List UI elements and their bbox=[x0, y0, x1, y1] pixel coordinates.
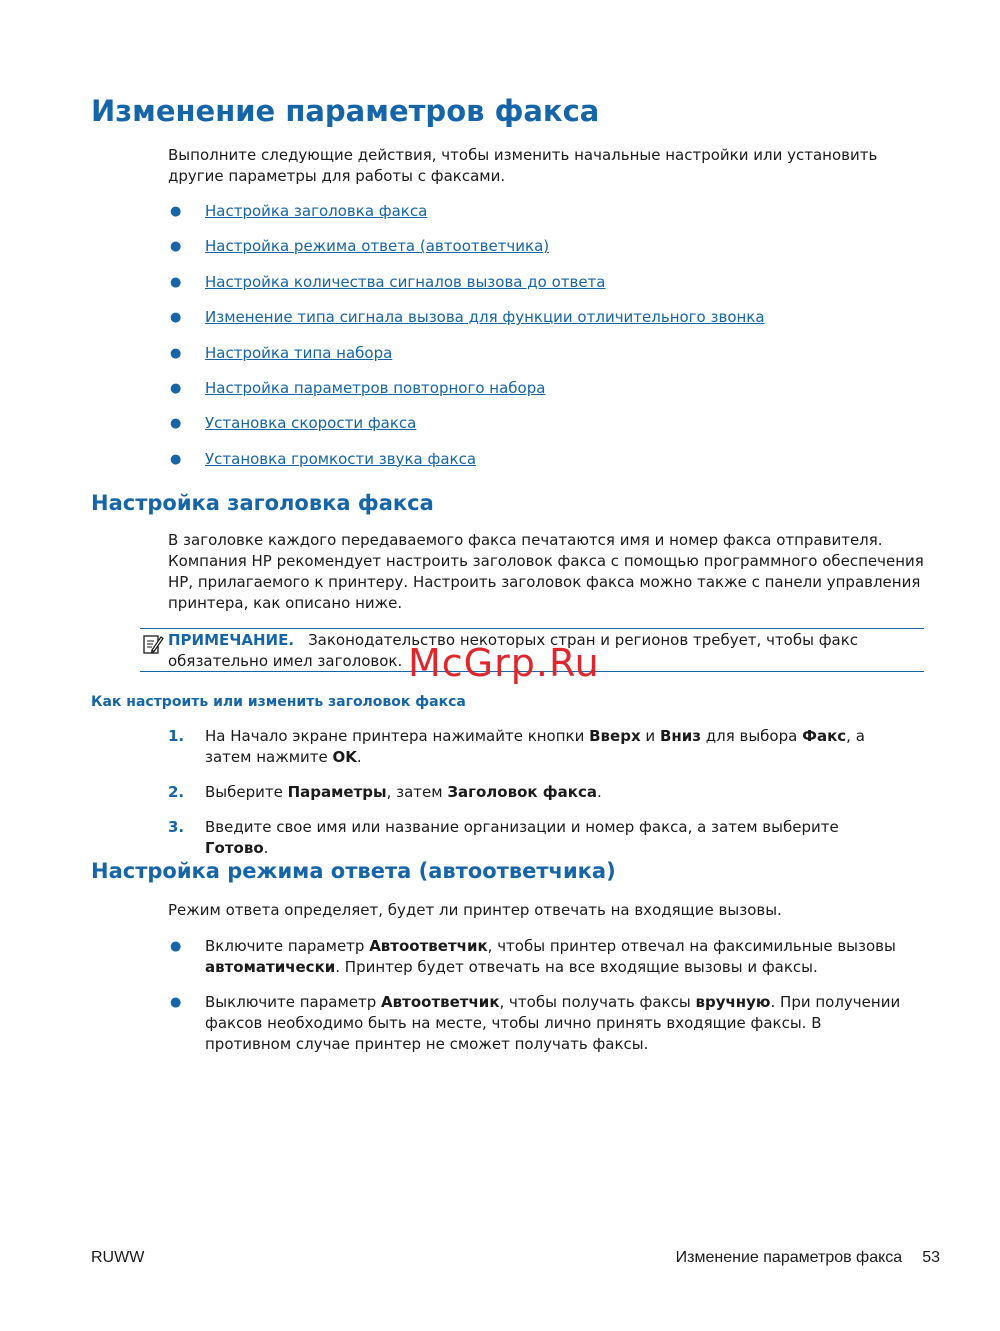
note-pencil-icon bbox=[142, 633, 164, 655]
ui-term: Готово bbox=[205, 839, 264, 857]
ui-term: Вверх bbox=[589, 727, 641, 745]
topic-link[interactable]: Установка громкости звука факса bbox=[205, 449, 477, 468]
step-text-part: . bbox=[596, 783, 602, 801]
topic-link[interactable]: Настройка типа набора bbox=[205, 343, 393, 362]
list-item-text bbox=[205, 993, 900, 1053]
list-item bbox=[168, 343, 765, 378]
list-item bbox=[168, 236, 765, 271]
topic-link[interactable]: Настройка параметров повторного набора bbox=[205, 378, 546, 397]
list-item bbox=[168, 307, 765, 342]
procedure-steps bbox=[168, 726, 888, 859]
bullet-icon: ● bbox=[170, 204, 182, 219]
list-item bbox=[168, 272, 765, 307]
section-paragraph: Режим ответа определяет, будет ли принтер отвечать на входящие вызовы. bbox=[168, 901, 782, 919]
bullet-icon: ● bbox=[170, 451, 182, 467]
bullet-icon: ● bbox=[170, 345, 182, 361]
section-heading-answer-mode: Настройка режима ответа (автоответчика) bbox=[91, 859, 616, 883]
step-text bbox=[205, 818, 839, 857]
procedure-heading: Как настроить или изменить заголовок факса bbox=[91, 694, 466, 710]
topic-link[interactable]: Изменение типа сигнала вызова для функции отличительного звонка bbox=[205, 308, 765, 327]
item-text-part: , чтобы принтер отвечал на факсимильные вызовы bbox=[487, 937, 896, 955]
step-text-part: и bbox=[640, 727, 660, 745]
list-item bbox=[168, 201, 765, 236]
ui-term: автоматически bbox=[205, 958, 336, 976]
step-number: 3. bbox=[168, 818, 185, 836]
step-item bbox=[168, 817, 888, 859]
step-text-part: На Начало экране принтера нажимайте кнопки bbox=[205, 727, 590, 745]
bullet-icon: ● bbox=[170, 380, 182, 396]
step-text-part: , а затем нажмите bbox=[205, 727, 865, 766]
step-text-part: . bbox=[356, 748, 362, 766]
item-text-part: Включите параметр bbox=[205, 937, 370, 955]
step-item bbox=[168, 782, 888, 817]
section-heading-fax-header: Настройка заголовка факса bbox=[91, 491, 434, 515]
page-title: Изменение параметров факса bbox=[91, 94, 600, 128]
item-text-part: Выключите параметр bbox=[205, 993, 382, 1011]
step-text bbox=[205, 727, 865, 766]
step-item bbox=[168, 726, 888, 782]
ui-term: Факс bbox=[802, 727, 847, 745]
topic-link-list bbox=[168, 201, 765, 484]
list-item-text bbox=[205, 937, 896, 976]
step-text bbox=[205, 783, 602, 801]
topic-link[interactable]: Настройка заголовка факса bbox=[205, 202, 428, 220]
step-text-part: , затем bbox=[386, 783, 448, 801]
ui-term: вручную bbox=[695, 993, 771, 1011]
step-text-part: Выберите bbox=[205, 783, 288, 801]
item-text-part: , чтобы получать факсы bbox=[499, 993, 696, 1011]
topic-link[interactable]: Настройка режима ответа (автоответчика) bbox=[205, 237, 550, 256]
list-item bbox=[168, 378, 765, 413]
note-body: Законодательство некоторых стран и регионов требует, чтобы факс обязательно имел заголовок. bbox=[168, 631, 859, 670]
topic-link[interactable]: Установка скорости факса bbox=[205, 414, 417, 433]
list-item bbox=[168, 449, 765, 484]
answer-mode-list bbox=[168, 936, 908, 1055]
section-paragraph: В заголовке каждого передаваемого факса печатаются имя и номер факса отправителя. Компания HP рекомендует настроить заголовок факса с помощью программного обеспечения HP, прилагаемого к принтеру. Настроить заголовок факса можно также с панели управления принтера, как описано ниже. bbox=[168, 531, 924, 612]
page-number: 53 bbox=[922, 1249, 940, 1266]
list-item bbox=[168, 936, 908, 992]
watermark-text: McGrp.Ru bbox=[408, 641, 600, 685]
step-number: 1. bbox=[168, 727, 185, 745]
bullet-icon: ● bbox=[170, 310, 182, 326]
ui-term: Заголовок факса bbox=[447, 783, 597, 801]
footer-running-title bbox=[676, 1249, 940, 1267]
item-text-part: . Принтер будет отвечать на все входящие вызовы и факсы. bbox=[335, 958, 818, 976]
ui-term: Автоответчик bbox=[381, 993, 500, 1011]
step-text-part: . bbox=[263, 839, 269, 857]
footer-chapter-title: Изменение параметров факса bbox=[675, 1249, 903, 1266]
intro-paragraph: Выполните следующие действия, чтобы изменить начальные настройки или установить другие параметры для работы с факсами. bbox=[168, 146, 878, 185]
note-label: ПРИМЕЧАНИЕ. bbox=[168, 631, 295, 649]
step-number: 2. bbox=[168, 783, 185, 801]
bullet-icon: ● bbox=[170, 416, 182, 432]
item-text-part: . При получении факсов необходимо быть на месте, чтобы лично принять входящие факсы. В противном случае принтер не сможет получать факсы. bbox=[205, 993, 901, 1053]
bullet-icon: ● bbox=[170, 239, 182, 255]
bullet-icon: ● bbox=[170, 274, 182, 290]
ui-term: Параметры bbox=[287, 783, 387, 801]
bullet-icon: ● bbox=[170, 939, 182, 954]
ui-term: Автоответчик bbox=[369, 937, 488, 955]
footer-doc-code: RUWW bbox=[91, 1249, 145, 1266]
ui-term: Вниз bbox=[659, 727, 701, 745]
list-item bbox=[168, 992, 908, 1055]
step-text-part: для выбора bbox=[700, 727, 803, 745]
topic-link[interactable]: Настройка количества сигналов вызова до ответа bbox=[205, 272, 606, 291]
step-text-part: Введите свое имя или название организации и номер факса, а затем выберите bbox=[205, 818, 839, 836]
list-item bbox=[168, 413, 765, 448]
bullet-icon: ● bbox=[170, 995, 182, 1010]
ui-term: OK bbox=[332, 748, 357, 766]
